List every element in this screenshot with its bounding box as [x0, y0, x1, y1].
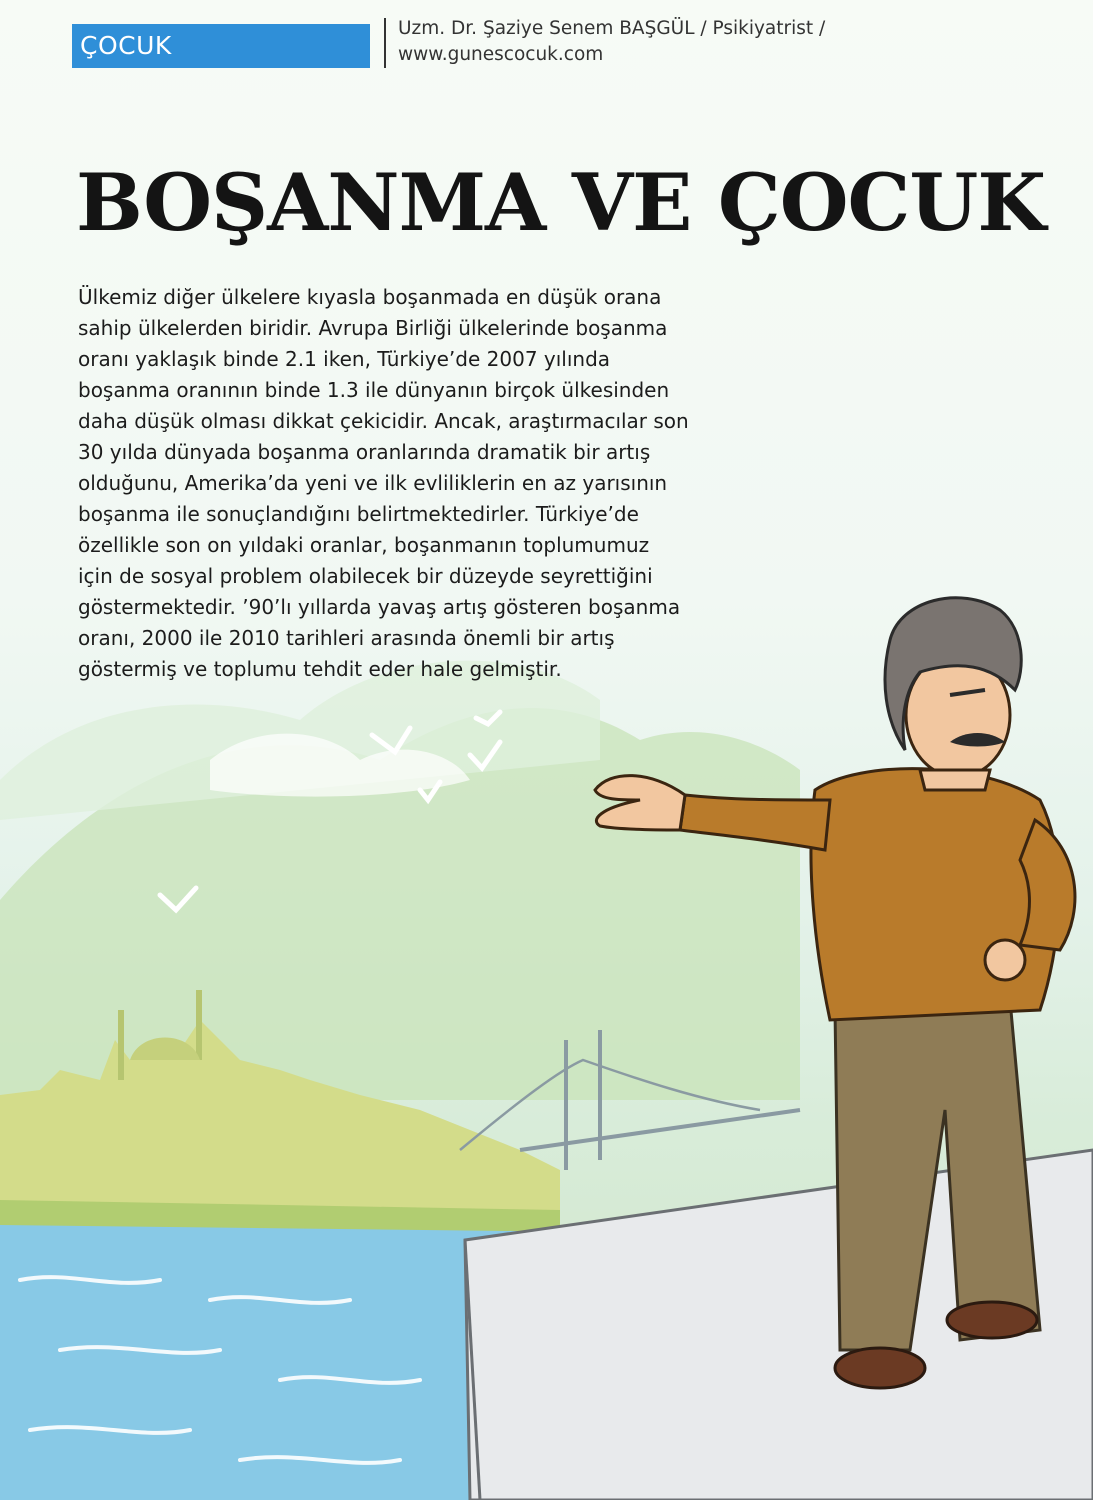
body-line: özellikle son on yıldaki oranlar, boşanmanın toplumumuz — [78, 533, 650, 557]
author-website: www.gunescocuk.com — [398, 44, 604, 65]
minaret-left — [118, 1010, 124, 1080]
shoe-right — [947, 1302, 1037, 1338]
article-body — [78, 282, 778, 685]
author-name-line: Uzm. Dr. Şaziye Senem BAŞGÜL / Psikiyatrist / — [398, 18, 826, 39]
shoe-left — [835, 1348, 925, 1388]
body-line: oranı, 2000 ile 2010 tarihleri arasında önemli bir artış — [78, 626, 615, 650]
section-tag: ÇOCUK — [72, 24, 370, 68]
body-line: oranı yaklaşık binde 2.1 iken, Türkiye’de 2007 yılında — [78, 347, 611, 371]
body-line: boşanma oranının binde 1.3 ile dünyanın birçok ülkesinden — [78, 378, 670, 402]
body-line: 30 yılda dünyada boşanma oranlarında dramatik bir artış — [78, 440, 651, 464]
body-line: göstermektedir. ’90’lı yıllarda yavaş artış gösteren boşanma — [78, 595, 681, 619]
body-line: daha düşük olması dikkat çekicidir. Ancak, araştırmacılar son — [78, 409, 689, 433]
sweater — [811, 769, 1059, 1020]
arm-on-hip — [1020, 820, 1075, 950]
author-byline — [398, 16, 1038, 68]
body-line: Ülkemiz diğer ülkelere kıyasla boşanmada en düşük orana — [78, 285, 662, 309]
article-title: BOŞANMA VE ÇOCUK — [76, 156, 1045, 249]
body-line: için de sosyal problem olabilecek bir düzeyde seyrettiğini — [78, 564, 653, 588]
minaret-right — [196, 990, 202, 1060]
fist — [985, 940, 1025, 980]
header-divider — [384, 18, 386, 68]
body-line: göstermiş ve toplumu tehdit eder hale gelmiştir. — [78, 657, 562, 681]
body-line: boşanma ile sonuçlandığını belirtmektedirler. Türkiye’de — [78, 502, 639, 526]
neck — [920, 770, 990, 790]
body-line: olduğunu, Amerika’da yeni ve ilk evliliklerin en az yarısının — [78, 471, 668, 495]
body-line: sahip ülkelerden biridir. Avrupa Birliği ülkelerinde boşanma — [78, 316, 668, 340]
